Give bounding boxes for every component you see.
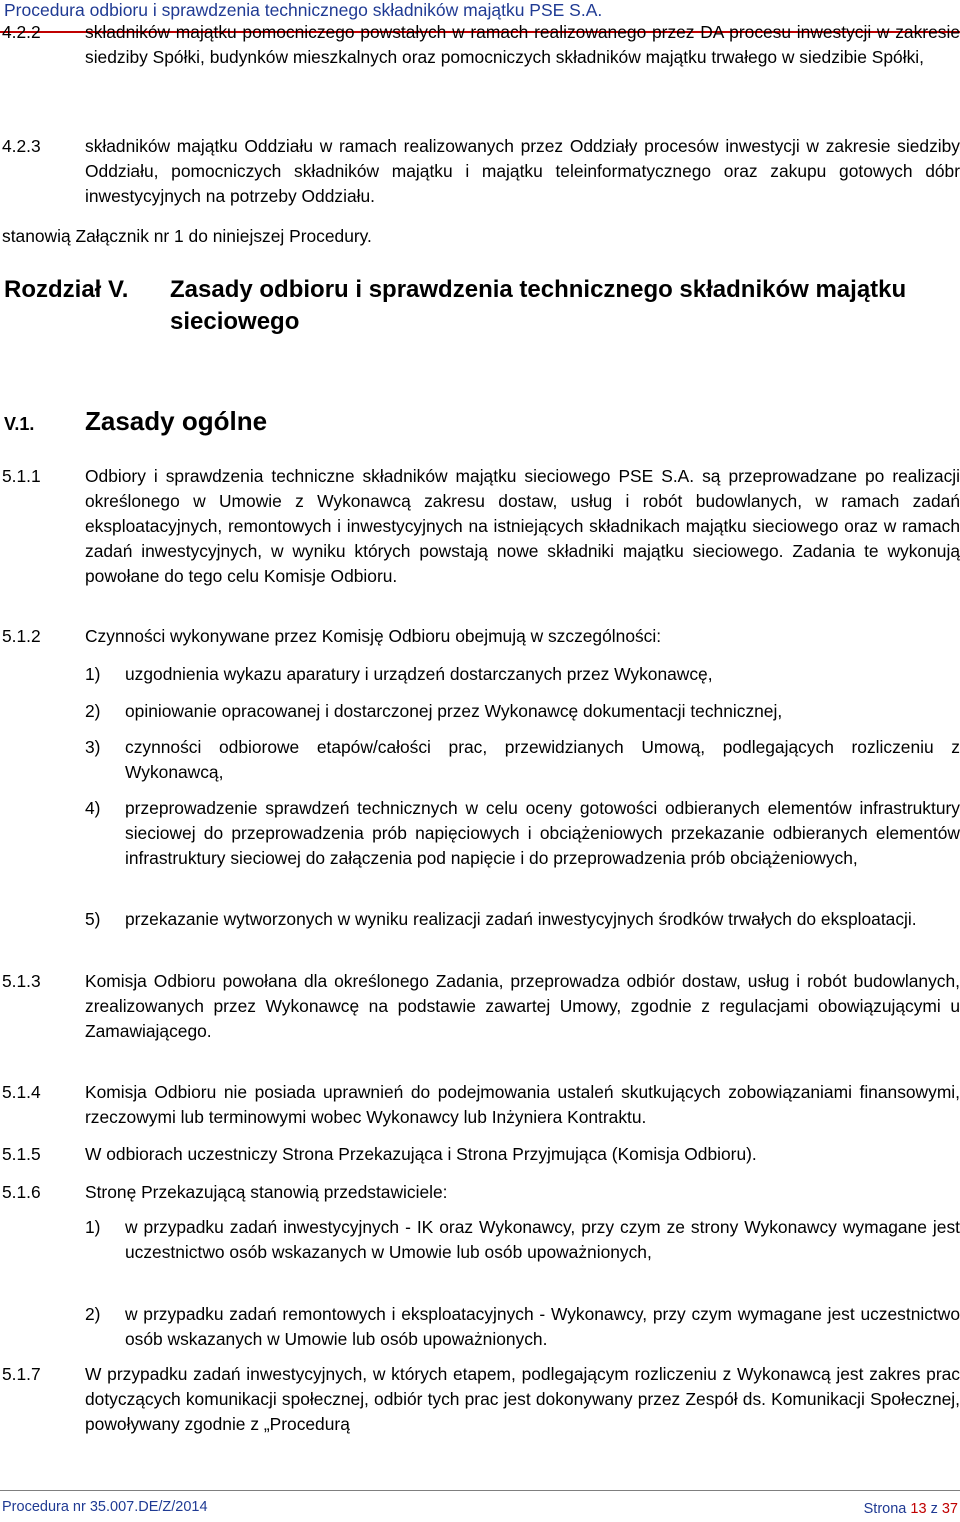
item-number: 5.1.3 [2, 971, 41, 991]
item-number: 5.1.5 [2, 1144, 41, 1164]
footer-rule [0, 1490, 960, 1491]
list-item-5-1-1 [2, 464, 960, 589]
sub-item-text: przekazanie wytworzonych w wyniku realizacji zadań inwestycyjnych środków trwałych do eksploatacji. [125, 909, 917, 929]
list-item-5-1-5 [2, 1142, 960, 1167]
item-text: Komisja Odbioru nie posiada uprawnień do podejmowania ustaleń skutkujących zobowiązaniami finansowymi, rzeczowymi lub terminowymi wobec Wykonawcy lub Inżyniera Kontraktu. [85, 1082, 960, 1127]
chapter-title: Zasady odbioru i sprawdzenia technicznego składników majątku sieciowego [170, 276, 907, 335]
sub-item-number: 2) [85, 701, 101, 721]
item-text: składników majątku Oddziału w ramach realizowanych przez Oddziały procesów inwestycji w zakresie siedziby Oddziału, pomocniczych składników majątku i majątku teleinformatycznego oraz zakupu gotowych dóbr inwestycyjnych na potrzeby Oddziału. [85, 136, 960, 206]
header-title: Procedura odbioru i sprawdzenia technicznego składników majątku PSE S.A. [4, 0, 603, 20]
list-item-5-1-7 [2, 1362, 960, 1437]
sub-item-text: przeprowadzenie sprawdzeń technicznych w celu oceny gotowości odbieranych elementów infrastruktury sieciowej do przeprowadzenia prób napięciowych i obciążeniowych przekazanie odbieranych elementów infrastruktury sieciowej do załączenia pod napięcie i do przeprowadzenia prób obciążeniowych, [125, 798, 960, 868]
sub-item-text: uzgodnienia wykazu aparatury i urządzeń dostarczanych przez Wykonawcę, [125, 664, 713, 684]
section-title: Zasady ogólne [85, 406, 268, 436]
item-text: Czynności wykonywane przez Komisję Odbioru obejmują w szczególności: [85, 626, 662, 646]
item-text: W przypadku zadań inwestycyjnych, w których etapem, podlegającym rozliczeniu z Wykonawcą jest zakres prac dotyczących komunikacji społecznej, odbiór tych prac jest dokonywany przez Zespół ds. Komunikacji Społecznej, powoływany zgodnie z „Procedurą [85, 1364, 960, 1434]
sub-item [85, 1215, 960, 1265]
sub-item-number: 2) [85, 1304, 101, 1324]
item-number: 5.1.6 [2, 1182, 41, 1202]
sub-item [85, 699, 960, 724]
page-current: 13 [910, 1501, 927, 1517]
item-text: Odbiory i sprawdzenia techniczne składników majątku sieciowego PSE S.A. są przeprowadzane po realizacji określonego w Umowie z Wykonawcą zakresu dostaw, usług i robót budowlanych, w ramach zadań eksploatacyjnych, remontowych i inwestycyjnych na istniejących składnikach majątku sieciowego oraz w ramach zadań inwestycyjnych, w wyniku których powstają nowe składniki majątku sieciowego. Zadania te wykonują powołane do tego celu Komisje Odbioru. [85, 466, 960, 586]
chapter-heading [4, 274, 960, 338]
page-word: Strona [863, 1501, 907, 1517]
sub-item [85, 907, 960, 932]
item-number: 5.1.2 [2, 626, 41, 646]
list-item-5-1-2 [2, 624, 960, 649]
footer-procedure-number: Procedura nr 35.007.DE/Z/2014 [2, 1499, 208, 1515]
list-item-4-2-2 [2, 20, 960, 70]
sub-item [85, 1302, 960, 1352]
item-number: 5.1.7 [2, 1364, 41, 1384]
footer-page-number [864, 1500, 958, 1518]
list-item-5-1-6 [2, 1180, 960, 1205]
list-item-5-1-4 [2, 1080, 960, 1130]
item-number: 5.1.4 [2, 1082, 41, 1102]
closing-line: stanowią Załącznik nr 1 do niniejszej Procedury. [2, 226, 372, 246]
sub-item-number: 1) [85, 664, 101, 684]
page-total: 37 [941, 1501, 958, 1517]
sub-item-text: czynności odbiorowe etapów/całości prac, przewidzianych Umową, podlegających rozliczeniu z Wykonawcą, [125, 737, 960, 782]
sub-item-text: w przypadku zadań inwestycyjnych - IK oraz Wykonawcy, przy czym ze strony Wykonawcy wymagane jest uczestnictwo osób wskazanych w Umowie lub osób upoważnionych, [125, 1217, 960, 1262]
sub-item [85, 796, 960, 871]
sub-item-text: opiniowanie opracowanej i dostarczonej przez Wykonawcę dokumentacji technicznej, [125, 701, 783, 721]
page-of: z [930, 1501, 938, 1517]
sub-item-number: 3) [85, 737, 101, 757]
item-number: 4.2.3 [2, 136, 41, 156]
section-heading [4, 404, 267, 438]
item-number: 4.2.2 [2, 22, 41, 42]
sub-item-number: 1) [85, 1217, 101, 1237]
item-number: 5.1.1 [2, 466, 41, 486]
list-item-4-2-3 [2, 134, 960, 209]
chapter-number: Rozdział V. [4, 276, 129, 303]
item-text: W odbiorach uczestniczy Strona Przekazująca i Strona Przyjmująca (Komisja Odbioru). [85, 1144, 757, 1164]
section-number: V.1. [4, 414, 35, 434]
sub-item-number: 4) [85, 798, 101, 818]
sub-item-number: 5) [85, 909, 101, 929]
item-text: Komisja Odbioru powołana dla określonego Zadania, przeprowadza odbiór dostaw, usług i robót budowlanych, zrealizowanych przez Wykonawcę na podstawie zawartej Umowy, zgodnie z regulacjami obowiązującymi u Zamawiającego. [85, 971, 960, 1041]
list-item-5-1-3 [2, 969, 960, 1044]
sub-item [85, 662, 960, 687]
sub-item [85, 735, 960, 785]
item-text: Stronę Przekazującą stanowią przedstawiciele: [85, 1182, 448, 1202]
sub-item-text: w przypadku zadań remontowych i eksploatacyjnych - Wykonawcy, przy czym wymagane jest uczestnictwo osób wskazanych w Umowie lub osób upoważnionych. [125, 1304, 960, 1349]
item-text: składników majątku pomocniczego powstałych w ramach realizowanego przez DA procesu inwestycji w zakresie siedziby Spółki, budynków mieszkalnych oraz pomocniczych składników majątku trwałego w siedzibie Spółki, [85, 22, 960, 67]
